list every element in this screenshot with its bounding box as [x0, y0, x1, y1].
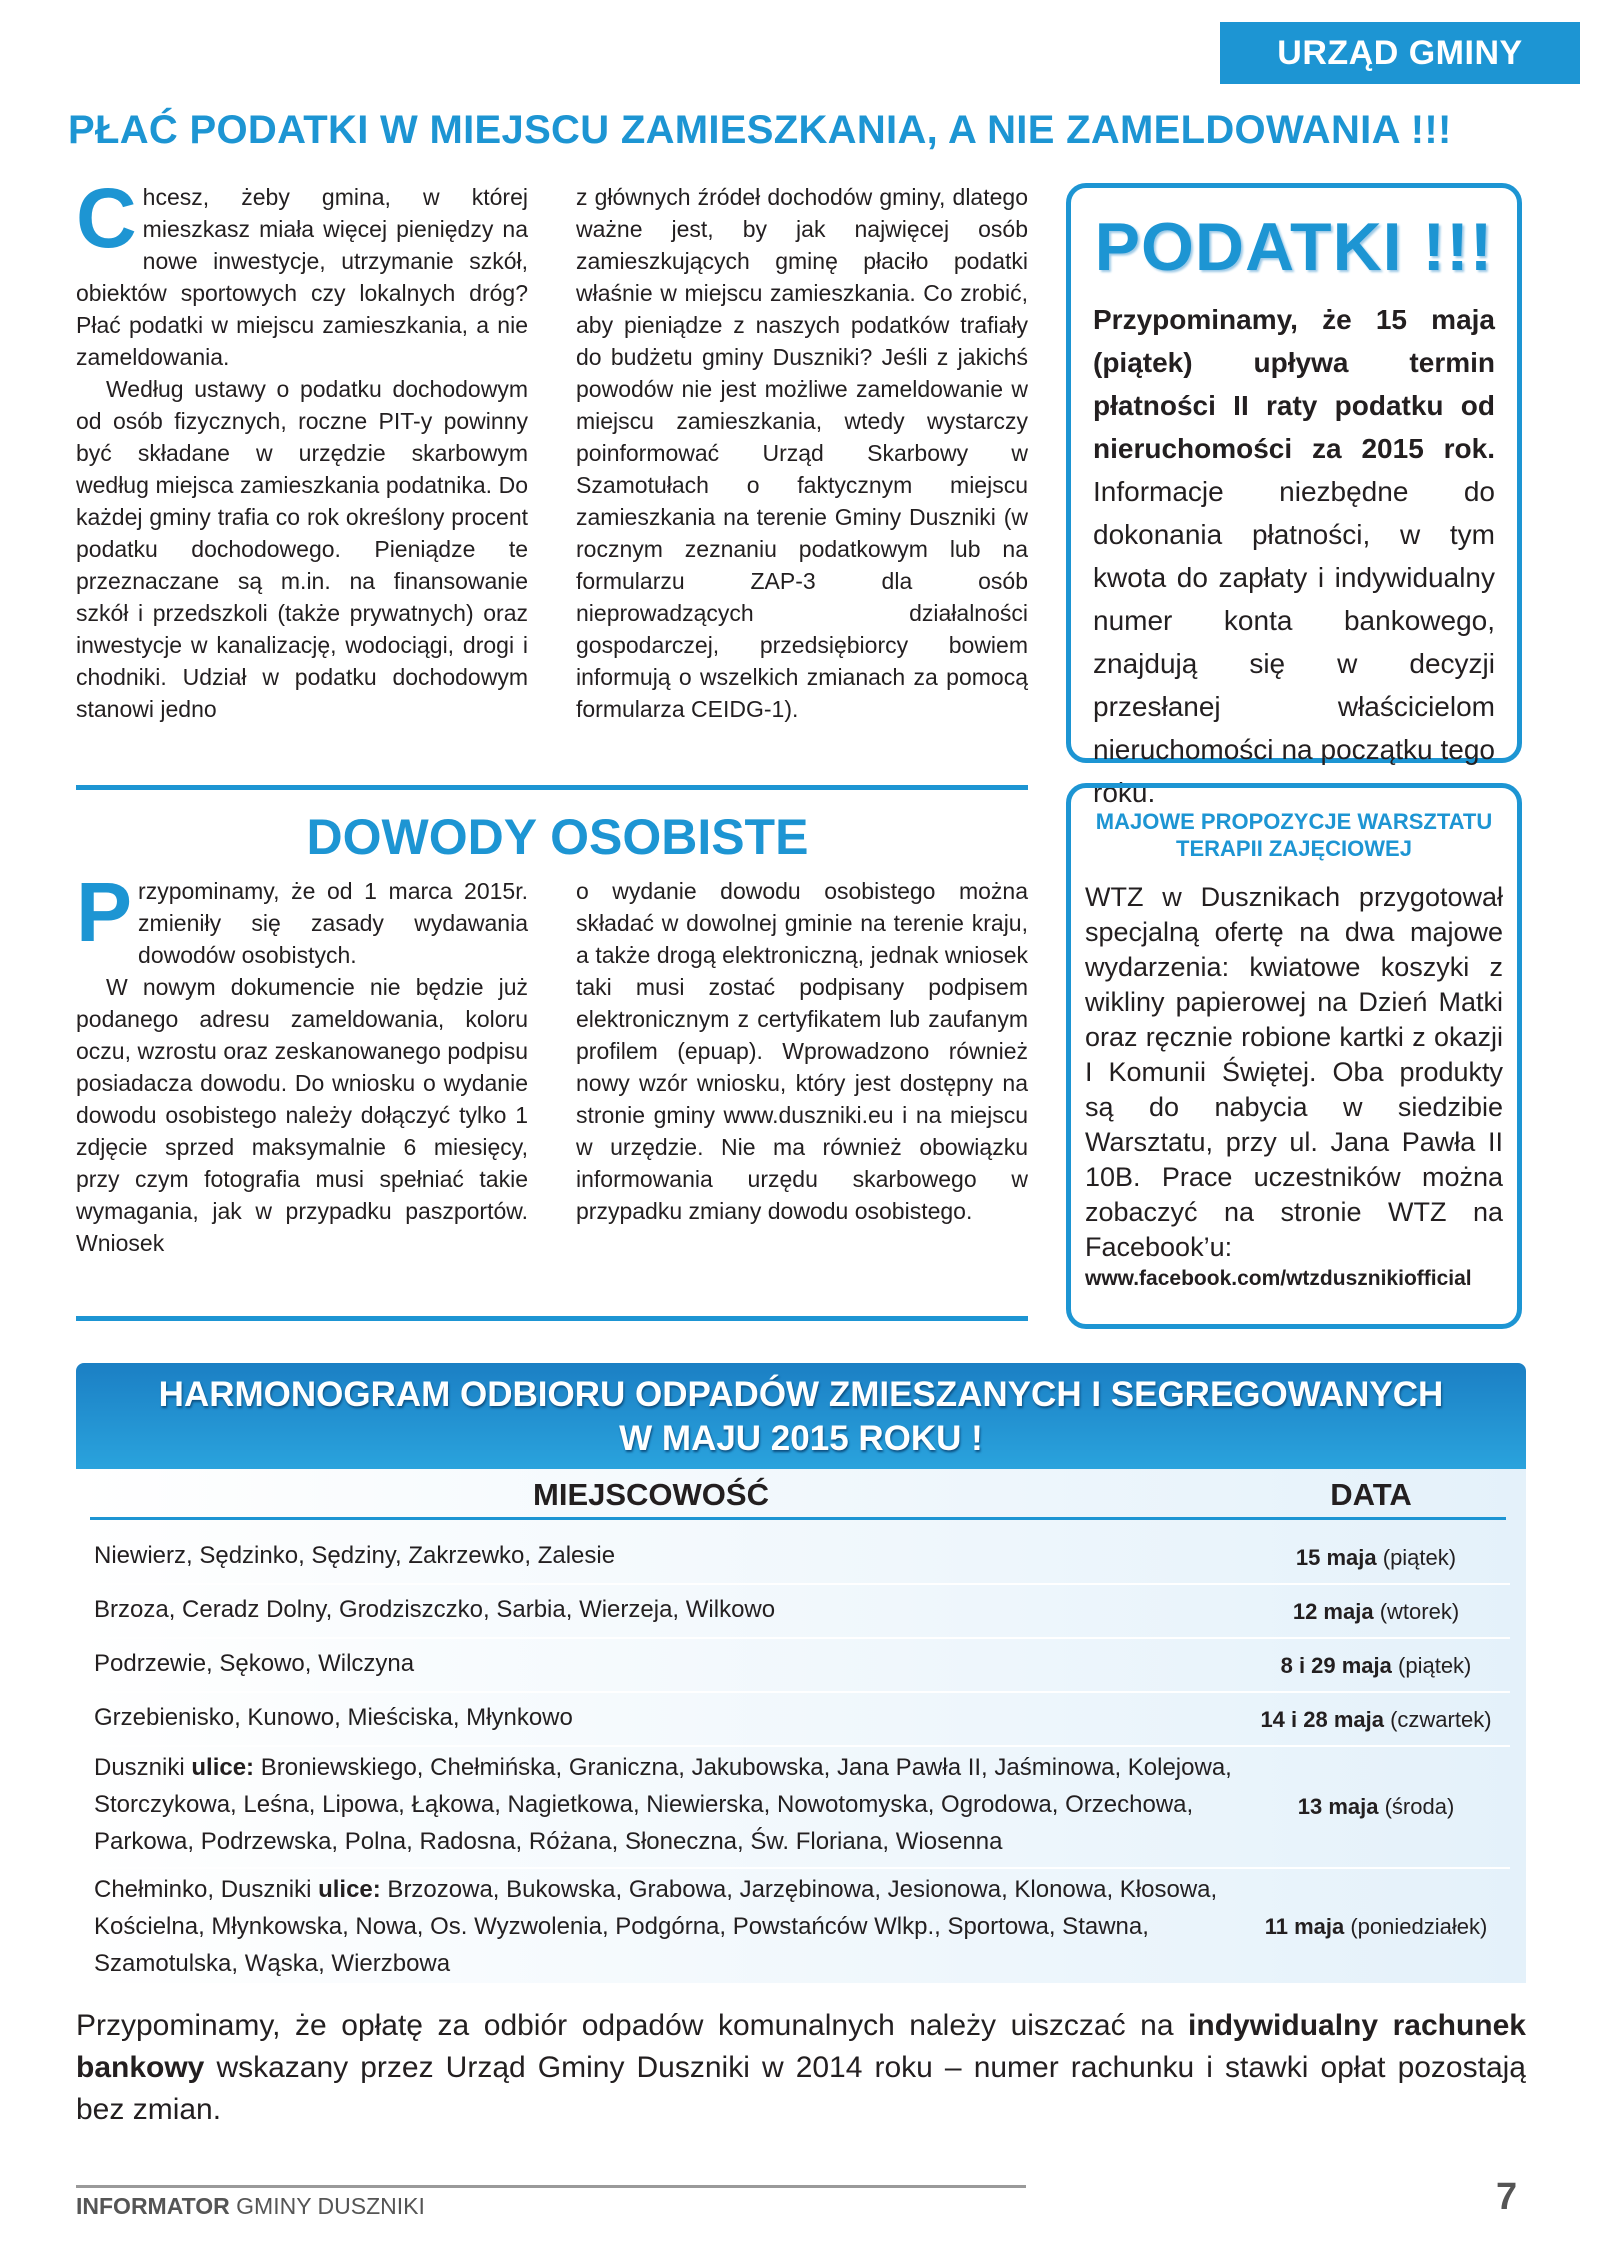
- row-separator: [90, 1867, 1510, 1869]
- paragraph: W nowym dokumencie nie będzie już podanego adresu zameldowania, koloru oczu, wzrostu oraz zeskanowanego podpisu posiadacza dowodu. Do wniosku o wydanie dowodu osobistego należy dołączyć tylko 1 zdjęcie sprzed maksymalnie 6 miesięcy, przy czym fotografia musi spełniać takie wymagania, jak w przypadku paszportów. Wniosek: [76, 974, 528, 1256]
- taxes-box-title: PODATKI !!!: [1094, 209, 1494, 285]
- paragraph: o wydanie dowodu osobistego można składać w dowolnej gminie na terenie kraju, a także drogą elektroniczną, jednak wniosek taki musi zostać podpisany podpisem elektronicznym z certyfikatem lub zaufanym profilem (epuap). Wprowadzono również nowy wzór wniosku, który jest dostępny na stronie gminy www.duszniki.eu i na miejscu w urzędzie. Nie ma również obowiązku informowania urzędu skarbowego w przypadku zmiany dowodu osobistego.: [576, 878, 1028, 1224]
- article-id-column-2: [576, 875, 1028, 1227]
- article-taxes-column-1: [76, 171, 528, 725]
- table-row: [76, 1693, 1526, 1747]
- paragraph: Według ustawy o podatku dochodowym od osób fizycznych, roczne PIT-y powinny być składane w urzędzie skarbowym według miejsca zamieszkania podatnika. Do każdej gminy trafia co rok określony procent podatku dochodowego. Pieniądze te przeznaczane są m.in. na finansowanie szkół i przedszkoli (także prywatnych) oraz inwestycje w kanalizację, wodociągi, drogi i chodniki. Udział w podatku dochodowym stanowi jedno: [76, 376, 528, 722]
- paragraph: hcesz, żeby gmina, w której mieszkasz miała więcej pieniędzy na nowe inwestycje, utrzymanie szkół, obiektów sportowych czy lokalnych dróg?Płać podatki w miejscu zamieszkania, a nie zameldowania.: [76, 184, 528, 370]
- row-date: 15 maja (piątek): [1295, 1545, 1457, 1570]
- row-separator: [90, 1745, 1510, 1747]
- facebook-link[interactable]: www.facebook.com/wtzdusznikiofficial: [1085, 1267, 1472, 1290]
- column-header-date: DATA: [1330, 1477, 1412, 1512]
- row-date: 13 maja (środa): [1297, 1794, 1455, 1819]
- dropcap: C: [76, 171, 137, 265]
- article-taxes-column-2: [576, 181, 1028, 725]
- table-row: [76, 1529, 1526, 1583]
- wtz-box-text: [1085, 880, 1503, 1293]
- article-title-taxes: PŁAĆ PODATKI W MIEJSCU ZAMIESZKANIA, A NIE ZAMELDOWANIA !!!: [68, 108, 1452, 152]
- schedule-body: [76, 1469, 1526, 1983]
- table-row: [76, 1639, 1526, 1693]
- row-date: 8 i 29 maja (piątek): [1280, 1653, 1472, 1678]
- dropcap: P: [76, 865, 133, 959]
- section-tab: URZĄD GMINY: [1220, 22, 1580, 84]
- schedule-title-line-1: HARMONOGRAM ODBIORU ODPADÓW ZMIESZANYCH I SEGREGOWANYCH: [158, 1375, 1444, 1414]
- wtz-info-box: [1066, 783, 1522, 1329]
- column-header-place: MIEJSCOWOŚĆ: [533, 1477, 769, 1512]
- schedule-header: [76, 1363, 1526, 1469]
- row-place: Chełminko, Duszniki ulice: Brzozowa, Bukowska, Grabowa, Jarzębinowa, Jesionowa, Klonowa, Kłosowa, Kościelna, Młynkowska, Nowa, Os. Wyzwolenia, Podgórna, Powstańców Wlkp., Sportowa, Stawna, Szamotulska, Wąska, Wierzbowa: [94, 1876, 1218, 1977]
- divider: [76, 1316, 1028, 1321]
- row-date: 12 maja (wtorek): [1292, 1599, 1460, 1624]
- paragraph: rzypominamy, że od 1 marca 2015r. zmieniły się zasady wydawania dowodów osobistych.: [138, 878, 528, 968]
- schedule-title-line-2: W MAJU 2015 ROKU !: [619, 1419, 983, 1458]
- table-row: [76, 1585, 1526, 1639]
- row-place: Duszniki ulice: Broniewskiego, Chełmińska, Graniczna, Jakubowska, Jana Pawła II, Jaśminowa, Kolejowa, Storczykowa, Leśna, Lipowa, Łąkowa, Nagietkowa, Niewierska, Nowotomyska, Ogrodowa, Orzechowa, Parkowa, Podrzewska, Polna, Radosna, Różana, Słoneczna, Św. Floriana, Wiosenna: [94, 1754, 1232, 1855]
- table-row: [76, 1871, 1526, 1983]
- row-place: Podrzewie, Sękowo, Wilczyna: [94, 1650, 415, 1677]
- footer-divider: [76, 2185, 1026, 2188]
- taxes-box-info: Informacje niezbędne do dokonania płatności, w tym kwota do zapłaty i indywidualny numer konta bankowego, znajdują się w decyzji przesłanej właścicielom nieruchomości na początku tego roku.: [1093, 476, 1495, 808]
- row-place: Grzebienisko, Kunowo, Mieściska, Młynkowo: [94, 1704, 573, 1731]
- taxes-reminder-box: [1066, 183, 1522, 808]
- row-place: Niewierz, Sędzinko, Sędziny, Zakrzewko, Zalesie: [94, 1542, 616, 1569]
- row-date: 11 maja (poniedziałek): [1264, 1914, 1488, 1939]
- article-id-column-1: [76, 865, 528, 1259]
- table-row: [76, 1749, 1526, 1867]
- payment-reminder: Przypominamy, że opłatę za odbiór odpadów komunalnych należy uiszczać na indywidualny rachunek bankowy wskazany przez Urząd Gminy Duszniki w 2014 roku – numer rachunku i stawki opłat pozostają bez zmian.: [76, 2009, 1526, 2126]
- publication-name: INFORMATOR GMINY DUSZNIKI: [76, 2193, 425, 2219]
- taxes-box-text: [1093, 298, 1495, 814]
- header-underline: [1231, 1517, 1506, 1520]
- article-title-id-cards: DOWODY OSOBISTE: [306, 809, 809, 865]
- page-number: 7: [1496, 2176, 1518, 2218]
- row-date: 14 i 28 maja (czwartek): [1260, 1707, 1492, 1732]
- paragraph: z głównych źródeł dochodów gminy, dlatego ważne jest, by jak najwięcej osób zamieszkujących gminę płaciło podatki właśnie w miejscu zamieszkania. Co zrobić, aby pieniądze z naszych podatków trafiały do budżetu gminy Duszniki? Jeśli z jakichś powodów nie jest możliwe zameldowanie w miejscu zamieszkania, wtedy wystarczy poinformować Urząd Skarbowy w Szamotułach o faktycznym miejscu zamieszkania na terenie Gminy Duszniki (w rocznym zeznaniu podatkowym lub na formularzu ZAP-3 dla osób nieprowadzących działalności gospodarczej, przedsiębiorcy bowiem informują o wszelkich zmianach za pomocą formularza CEIDG-1).: [576, 184, 1028, 722]
- wtz-box-body: WTZ w Dusznikach przygotował specjalną ofertę na dwa majowe wydarzenia: kwiatowe koszyki z wikliny papierowej na Dzień Matki oraz ręcznie robione kartki z okazji I Komunii Świętej. Oba produkty są do nabycia w siedzibie Warsztatu, przy ul. Jana Pawła II 10B. Prace uczestników można zobaczyć na stronie WTZ na Facebook’u:: [1085, 882, 1503, 1262]
- taxes-box-deadline: Przypominamy, że 15 maja (piątek) upływa termin płatności II raty podatku od nieruchomości za 2015 rok.: [1093, 304, 1495, 464]
- row-place: Brzoza, Ceradz Dolny, Grodziszczko, Sarbia, Wierzeja, Wilkowo: [94, 1596, 776, 1623]
- header-underline: [90, 1517, 1240, 1520]
- waste-schedule-table: [76, 1363, 1526, 1983]
- wtz-box-title: MAJOWE PROPOZYCJE WARSZTATU TERAPII ZAJĘCIOWEJ: [1095, 809, 1493, 861]
- divider: [76, 785, 1028, 790]
